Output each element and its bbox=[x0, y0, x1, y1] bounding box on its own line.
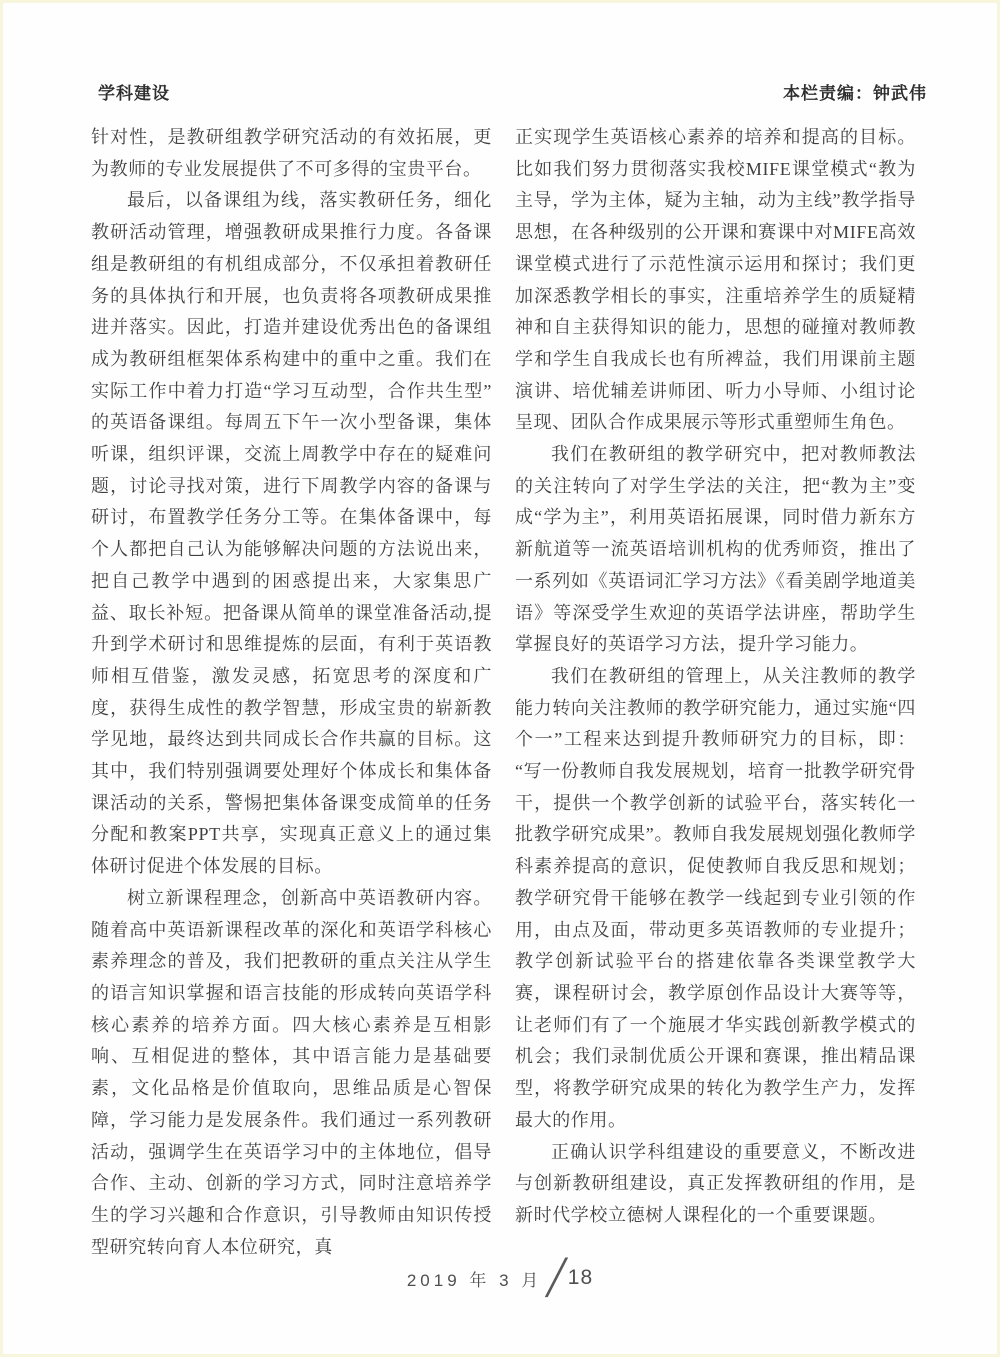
slash-divider: ╱ bbox=[546, 1259, 567, 1297]
page-number: 18 bbox=[567, 1266, 594, 1289]
column-editor-credit: 本栏责编：钟武伟 bbox=[783, 84, 927, 103]
paragraph: 我们在教研组的管理上，从关注教师的教学能力转向关注教师的教学研究能力，通过实施“四个一”工程来达到提升教师研究力的目标，即：“写一份教师自我发展规划，培育一批教学研究骨干，提供一个教学创新的试验平台，落实转化一批教学研究成果”。教师自我发展规划强化教师学科素养提高的意识，促使教师自我反思和规划；教学研究骨干能够在教学一线起到专业引领的作用，由点及面，带动更多英语教师的专业提升；教学创新试验平台的搭建依靠各类课堂教学大赛，课程研讨会，教学原创作品设计大赛等等，让老师们有了一个施展才华实践创新教学模式的机会；我们录制优质公开课和赛课，推出精品课型，将教学研究成果的转化为教学生产力，发挥最大的作用。 bbox=[515, 665, 916, 1130]
page-header bbox=[98, 79, 927, 104]
paragraph: 树立新课程理念，创新高中英语教研内容。随着高中英语新课程改革的深化和英语学科核心素养理念的普及，我们把教研的重点关注从学生的语言知识掌握和语言技能的形成转向英语学科核心素养的培养方面。四大核心素养是互相影响、互相促进的整体，其中语言能力是基础要素，文化品格是价值取向，思维品质是心智保障，学习能力是发展条件。我们通过一系列教研活动，强调学生在英语学习中的主体地位，倡导合作、主动、创新的学习方式，同时注意培养学生的学习兴趣和合作意识，引导教师由知识传授型研究转向育人本位研究，真 bbox=[91, 887, 492, 1257]
paragraph: 正实现学生英语核心素养的培养和提高的目标。比如我们努力贯彻落实我校MIFE课堂模式“教为主导，学为主体，疑为主轴，动为主线”教学指导思想，在各种级别的公开课和赛课中对MIFE高效课堂模式进行了示范性演示运用和探讨；我们更加深悉教学相长的事实，注重培养学生的质疑精神和自主获得知识的能力，思想的碰撞对教师教学和学生自我成长也有所裨益，我们用课前主题演讲、培优辅差讲师团、听力小导师、小组讨论呈现、团队合作成果展示等形式重塑师生角色。 bbox=[515, 127, 916, 433]
page-footer bbox=[3, 1261, 997, 1295]
paragraph: 针对性，是教研组教学研究活动的有效拓展，更为教师的专业发展提供了不可多得的宝贵平台。 bbox=[91, 127, 492, 179]
paragraph: 我们在教研组的教学研究中，把对教师教法的关注转向了对学生学法的关注，把“教为主”变成“学为主”，利用英语拓展课，同时借力新东方新航道等一流英语培训机构的优秀师资，推出了一系列如《英语词汇学习方法》《看美剧学地道美语》等深受学生欢迎的英语学法讲座，帮助学生掌握良好的英语学习方法，提升学习能力。 bbox=[515, 444, 916, 655]
right-column bbox=[515, 122, 916, 1263]
article-body bbox=[91, 122, 917, 1263]
paragraph: 最后，以备课组为线，落实教研任务，细化教研活动管理，增强教研成果推行力度。各备课组是教研组的有机组成部分，不仅承担着教研任务的具体执行和开展，也负责将各项教研成果推进并落实。因此，打造并建设优秀出色的备课组成为教研组框架体系构建中的重中之重。我们在实际工作中着力打造“学习互动型，合作共生型”的英语备课组。每周五下午一次小型备课，集体听课，组织评课，交流上周教学中存在的疑难问题，讨论寻找对策，进行下周教学内容的备课与研讨，布置教学任务分工等。在集体备课中，每个人都把自己认为能够解决问题的方法说出来，把自己教学中遇到的困惑提出来，大家集思广益、取长补短。把备课从简单的课堂准备活动,提升到学术研讨和思维提炼的层面，有利于英语教师相互借鉴，激发灵感，拓宽思考的深度和广度，获得生成性的教学智慧，形成宝贵的崭新教学见地，最终达到共同成长合作共赢的目标。这其中，我们特别强调要处理好个体成长和集体备课活动的关系，警惕把集体备课变成简单的任务分配和教案PPT共享，实现真正意义上的通过集体研讨促进个体发展的目标。 bbox=[91, 190, 492, 877]
issue-date: 2019 年 3 月 bbox=[406, 1270, 543, 1290]
left-column bbox=[91, 122, 492, 1263]
paragraph: 正确认识学科组建设的重要意义，不断改进与创新教研组建设，真正发挥教研组的作用，是新时代学校立德树人课程化的一个重要课题。 bbox=[515, 1141, 916, 1225]
section-title: 学科建设 bbox=[98, 84, 170, 103]
